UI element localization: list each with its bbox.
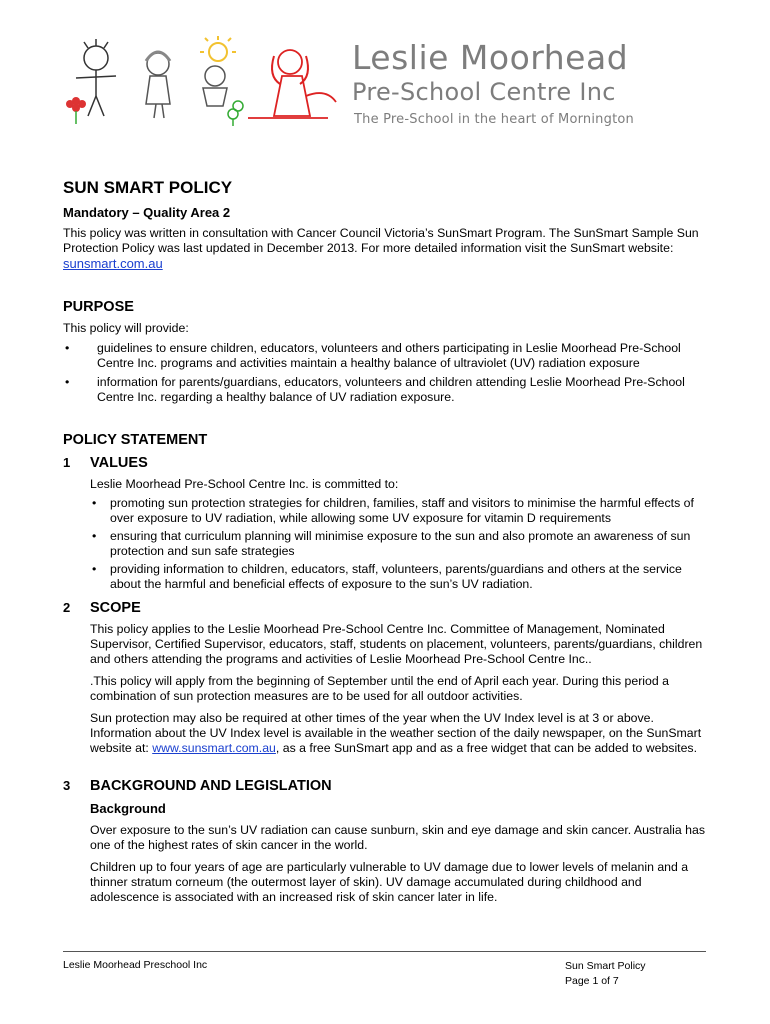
bullet: • [92, 562, 97, 576]
background-paragraph-1: Over exposure to the sun’s UV radiation can cause sunburn, skin and eye damage and skin cancer. Australia has one of the highest rates of skin cancer in the world. [90, 823, 705, 852]
intro-paragraph [63, 226, 713, 272]
org-subtitle: Pre-School Centre Inc [352, 78, 616, 106]
document-title: SUN SMART POLICY [63, 178, 233, 197]
scope-paragraph-3: Sun protection may also be required at other times of the year when the UV Index level is at 3 or above. Information about the UV Index level is available in the weather section of the daily newspaper, on the SunSmart website at: www.sunsmart.com.au, as a free SunSmart app and as a free widget that can be added to websites. [90, 711, 702, 755]
purpose-heading: PURPOSE [63, 299, 134, 315]
background-paragraph-2: Children up to four years of age are particularly vulnerable to UV damage due to lower levels of melanin and a thinner stratum corneum (the outermost layer of skin). UV damage accumulated during childhood and adolescence is associated with an increased risk of skin cancer later in life. [90, 860, 689, 904]
values-heading: 1 VALUES [63, 455, 148, 471]
list-item: • ensuring that curriculum planning will minimise exposure to the sun and also promote an awareness of sun protection and sun safe strategies [92, 529, 691, 558]
list-item: • information for parents/guardians, educators, volunteers and children attending Leslie Moorhead Pre-School Centre Inc. regarding a healthy balance of UV radiation exposure. [65, 375, 685, 404]
scope-paragraph-2: .This policy will apply from the beginning of September until the end of April each year. During this period a combination of sun protection measures are to be used for all outdoor activities. [90, 674, 669, 703]
bullet: • [92, 529, 97, 543]
footer-org: Leslie Moorhead Preschool Inc [63, 959, 208, 971]
document-body [63, 178, 713, 905]
bullet: • [65, 375, 70, 389]
footer-divider [63, 951, 706, 952]
org-tagline: The Pre-School in the heart of Mornington [354, 112, 634, 127]
list-item: • promoting sun protection strategies for children, families, staff and visitors to minimise the harmful effects of over exposure to UV radiation, while allowing some UV exposure for vitamin D requirements [92, 496, 694, 525]
org-name: Leslie Moorhead [352, 38, 629, 77]
background-subheading: Background [90, 801, 166, 816]
bullet: • [65, 341, 70, 355]
list-item: • guidelines to ensure children, educators, volunteers and others participating in Leslie Moorhead Pre-School Centre Inc. programs and activities maintain a healthy balance of ultraviolet (UV) radiation exposure [65, 341, 681, 370]
footer-policy-title: Sun Smart Policy [565, 960, 646, 972]
document-subtitle: Mandatory – Quality Area 2 [63, 205, 231, 220]
purpose-list [63, 341, 713, 404]
purpose-lead: This policy will provide: [63, 321, 189, 335]
sunsmart-link[interactable]: sunsmart.com.au [63, 256, 163, 271]
bullet: • [92, 496, 97, 510]
footer-page-info [565, 959, 646, 989]
letterhead [0, 0, 770, 150]
policy-statement-heading: POLICY STATEMENT [63, 432, 208, 448]
list-item: • providing information to children, educators, staff, volunteers, parents/guardians and others at the service about the harmful and beneficial effects of exposure to the sun’s UV radiation. [92, 562, 682, 591]
background-heading: 3 BACKGROUND AND LEGISLATION [63, 778, 332, 794]
page-number: Page 1 of 7 [565, 975, 619, 987]
sunsmart-website-link[interactable]: www.sunsmart.com.au [152, 741, 276, 755]
values-lead: Leslie Moorhead Pre-School Centre Inc. is committed to: [90, 477, 399, 491]
children-drawing-logo [58, 36, 338, 126]
scope-heading: 2 SCOPE [63, 600, 141, 616]
intro-text: This policy was written in consultation with Cancer Council Victoria’s SunSmart Program. The SunSmart Sample Sun Protection Policy was last updated in December 2013. For more detailed information visit the SunSmart website: [63, 226, 699, 255]
values-list [90, 496, 713, 591]
scope-paragraph-1: This policy applies to the Leslie Moorhead Pre-School Centre Inc. Committee of Management, Nominated Supervisor, Certified Supervisor, educators, staff, students on placement, volunteers, parents/guardians, children and others attending the programs and activities of Leslie Moorhead Pre-School Centre Inc.. [90, 622, 703, 666]
